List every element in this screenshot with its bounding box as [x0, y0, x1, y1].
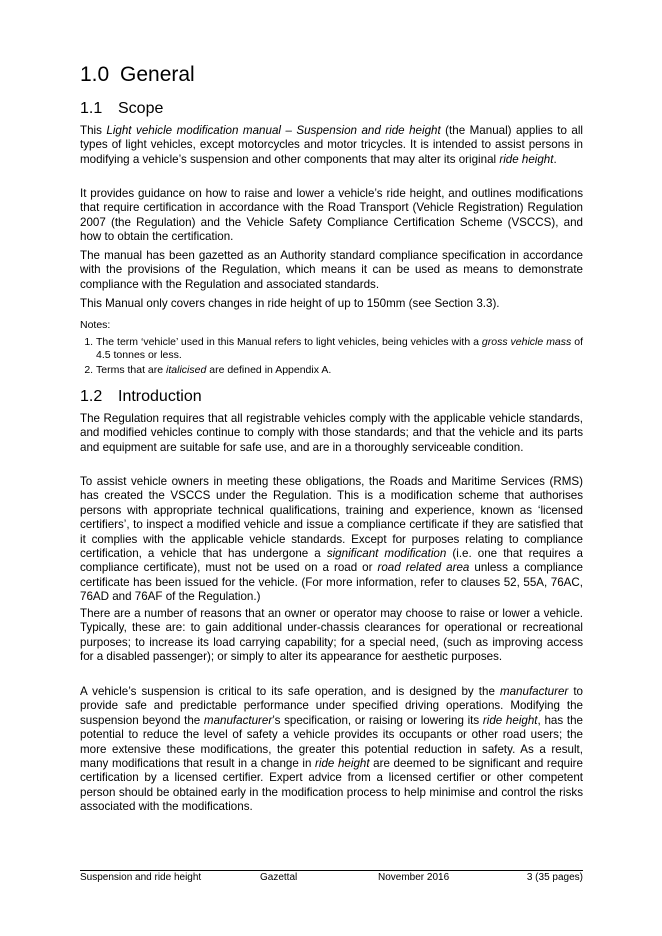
footer-title: Suspension and ride height	[80, 872, 202, 883]
heading-number: 1.1	[80, 100, 103, 117]
scope-paragraph-2: It provides guidance on how to raise and lower a vehicle’s ride height, and outlines modifications that require certification in accordance with the Road Transport (Vehicle Registration) Regulation 2007 (the Regulation) and the Vehicle Safety Compliance Certification Scheme (VSCCS), and how to obtain the certification.	[80, 187, 583, 244]
scope-paragraph-3: The manual has been gazetted as an Authority standard compliance specification in accordance with the provisions of the Regulation, which means it can be used as means to demonstrate compliance with the Regulation and associated standards.	[80, 249, 583, 291]
footer-date: November 2016	[378, 872, 450, 883]
heading-number: 1.2	[80, 388, 103, 405]
footer-page-number: 3 (35 pages)	[526, 872, 583, 883]
notes-list	[80, 319, 583, 378]
intro-paragraph-1: The Regulation requires that all registrable vehicles comply with the applicable vehicle standards, and modified vehicles continue to comply with those standards; and that the vehicle and its parts and equipment are suitable for safe use, and are in a thoroughly serviceable condition.	[80, 412, 583, 454]
notes-label: Notes:	[80, 319, 111, 331]
intro-paragraph-4: A vehicle’s suspension is critical to its safe operation, and is designed by the manufacturer to provide safe and predictable performance under specified driving operations. Modifying the suspension beyond the manufacturer’s specification, or raising or lowering its ride height, has the potential to reduce the level of safety a vehicle provides its occupants or other road users; the more extensive these modifications, the greater this potential reduction in safety. As a result, many modifications that result in a change in ride height are deemed to be significant and require certification by a licensed certifier. Expert advice from a licensed certifier or other competent person should be obtained early in the modification process to help minimise and control the risks associated with the modifications.	[80, 685, 583, 814]
scope-paragraph-1: This Light vehicle modification manual – Suspension and ride height (the Manual) applies to all types of light vehicles, except motorcycles and motor tricycles. It is intended to assist persons in modifying a vehicle’s suspension and other components that may alter its original ride height.	[80, 124, 583, 166]
footer-divider	[80, 870, 583, 871]
heading-general	[80, 62, 195, 88]
heading-introduction	[80, 387, 202, 407]
heading-number: 1.0	[80, 63, 110, 86]
heading-title: Scope	[118, 100, 164, 117]
heading-title: Introduction	[118, 388, 202, 405]
footer-status: Gazettal	[260, 872, 298, 883]
intro-paragraph-3: There are a number of reasons that an owner or operator may choose to raise or lower a vehicle. Typically, these are: to gain additional under-chassis clearances for operational or recreational purposes; to increase its load carrying capability; for a special need, (such as improving access for a disabled passenger); or simply to alter its appearance for aesthetic purposes.	[80, 607, 583, 664]
note-item: 2. Terms that are italicised are defined in Appendix A.	[96, 364, 583, 378]
heading-scope	[80, 99, 163, 119]
note-item: 1. The term ‘vehicle’ used in this Manual refers to light vehicles, being vehicles with a gross vehicle mass of 4.5 tonnes or less.	[96, 336, 583, 363]
intro-paragraph-2: To assist vehicle owners in meeting these obligations, the Roads and Maritime Services (RMS) has created the VSCCS under the Regulation. This is a modification scheme that authorises persons with appropriate technical qualifications, training and experience, known as ‘licensed certifiers’, to inspect a modified vehicle and issue a compliance certificate if they are satisfied that it complies with the applicable vehicle standards. Except for purposes relating to compliance certification, a vehicle that has undergone a significant modification (i.e. one that requires a compliance certificate), must not be used on a road or road related area unless a compliance certificate has been issued for the vehicle. (For more information, refer to clauses 52, 55A, 76AC, 76AD and 76AF of the Regulation.)	[80, 475, 584, 604]
scope-paragraph-4: This Manual only covers changes in ride height of up to 150mm (see Section 3.3).	[80, 297, 500, 310]
heading-title: General	[120, 63, 195, 86]
